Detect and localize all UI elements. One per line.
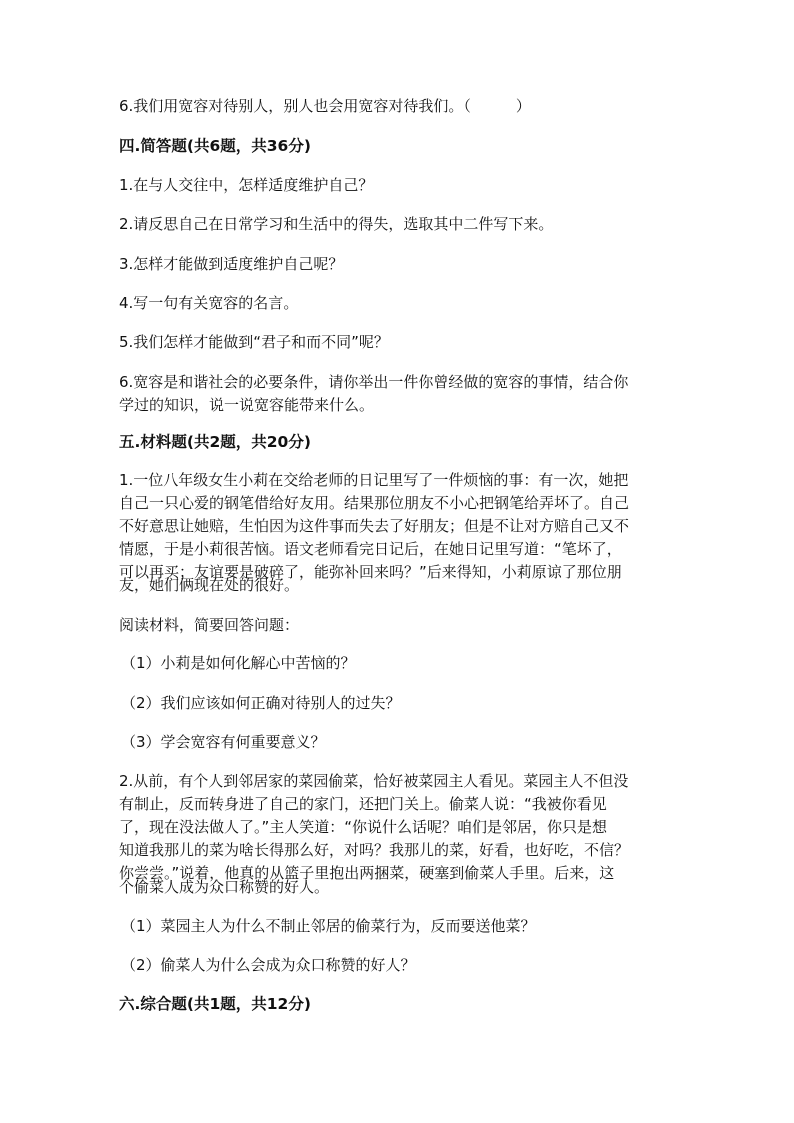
material-2-subquestion-1: （1）菜园主人为什么不制止邻居的偷菜行为，反而要送他菜？ xyxy=(121,917,536,935)
short-answer-q3: 3.怎样才能做到适度维护自己呢？ xyxy=(119,255,344,273)
material-1-line: 情愿，于是小莉很苦恼。语文老师看完日记后，在她日记里写道：“笔坏了， xyxy=(119,540,622,558)
material-1-line: 自己一只心爱的钢笔借给好友用。结果那位朋友不小心把钢笔给弄坏了。自己 xyxy=(119,494,630,512)
material-1-line: 1.一位八年级女生小莉在交给老师的日记里写了一件烦恼的事：有一次，她把 xyxy=(119,471,629,489)
material-1-subquestion-1: （1）小莉是如何化解心中苦恼的？ xyxy=(121,654,356,672)
material-2-line: 知道我那儿的菜为啥长得那么好，对吗？我那儿的菜，好看，也好吃，不信？ xyxy=(119,841,630,859)
short-answer-q6-line1: 6.宽容是和谐社会的必要条件，请你举出一件你曾经做的宽容的事情，结合你 xyxy=(119,373,629,391)
section-heading-comprehensive: 六.综合题(共1题，共12分) xyxy=(119,995,311,1013)
question-6-true-false: 6.我们用宽容对待别人，别人也会用宽容对待我们。（ ） xyxy=(119,97,531,115)
material-2-line: 2.从前，有个人到邻居家的菜园偷菜，恰好被菜园主人看见。菜园主人不但没 xyxy=(119,772,629,790)
material-2-line: 了，现在没法做人了。”主人笑道：“你说什么话呢？咱们是邻居，你只是想 xyxy=(119,818,608,836)
material-2-subquestion-2: （2）偷菜人为什么会成为众口称赞的好人？ xyxy=(121,956,416,974)
short-answer-q5: 5.我们怎样才能做到“君子和而不同”呢？ xyxy=(119,333,389,351)
material-1-subquestion-3: （3）学会宽容有何重要意义？ xyxy=(121,733,326,751)
material-2-line: 你尝尝。”说着，他真的从篮子里抱出两捆菜，硬塞到偷菜人手里。后来，这 xyxy=(119,864,615,882)
material-1-line: 友，她们俩现在处的很好。 xyxy=(119,576,300,594)
material-1-prompt: 阅读材料，简要回答问题： xyxy=(119,616,300,634)
short-answer-q6-line2: 学过的知识，说一说宽容能带来什么。 xyxy=(119,396,375,414)
material-2-line: 个偷菜人成为众口称赞的好人。 xyxy=(119,878,330,896)
material-1-subquestion-2: （2）我们应该如何正确对待别人的过失？ xyxy=(121,694,401,712)
material-2-line: 有制止，反而转身进了自己的家门，还把门关上。偷菜人说：“我被你看见 xyxy=(119,795,607,813)
short-answer-q1: 1.在与人交往中，怎样适度维护自己？ xyxy=(119,176,374,194)
material-1-line: 不好意思让她赔，生怕因为这件事而失去了好朋友；但是不让对方赔自己又不 xyxy=(119,517,630,535)
section-heading-material: 五.材料题(共2题，共20分) xyxy=(119,433,311,451)
short-answer-q4: 4.写一句有关宽容的名言。 xyxy=(119,294,299,312)
section-heading-short-answer: 四.简答题(共6题，共36分) xyxy=(119,137,311,155)
short-answer-q2: 2.请反思自己在日常学习和生活中的得失，选取其中二件写下来。 xyxy=(119,215,554,233)
material-1-line: 可以再买；友谊要是破碎了，能弥补回来吗？”后来得知，小莉原谅了那位朋 xyxy=(119,563,622,581)
